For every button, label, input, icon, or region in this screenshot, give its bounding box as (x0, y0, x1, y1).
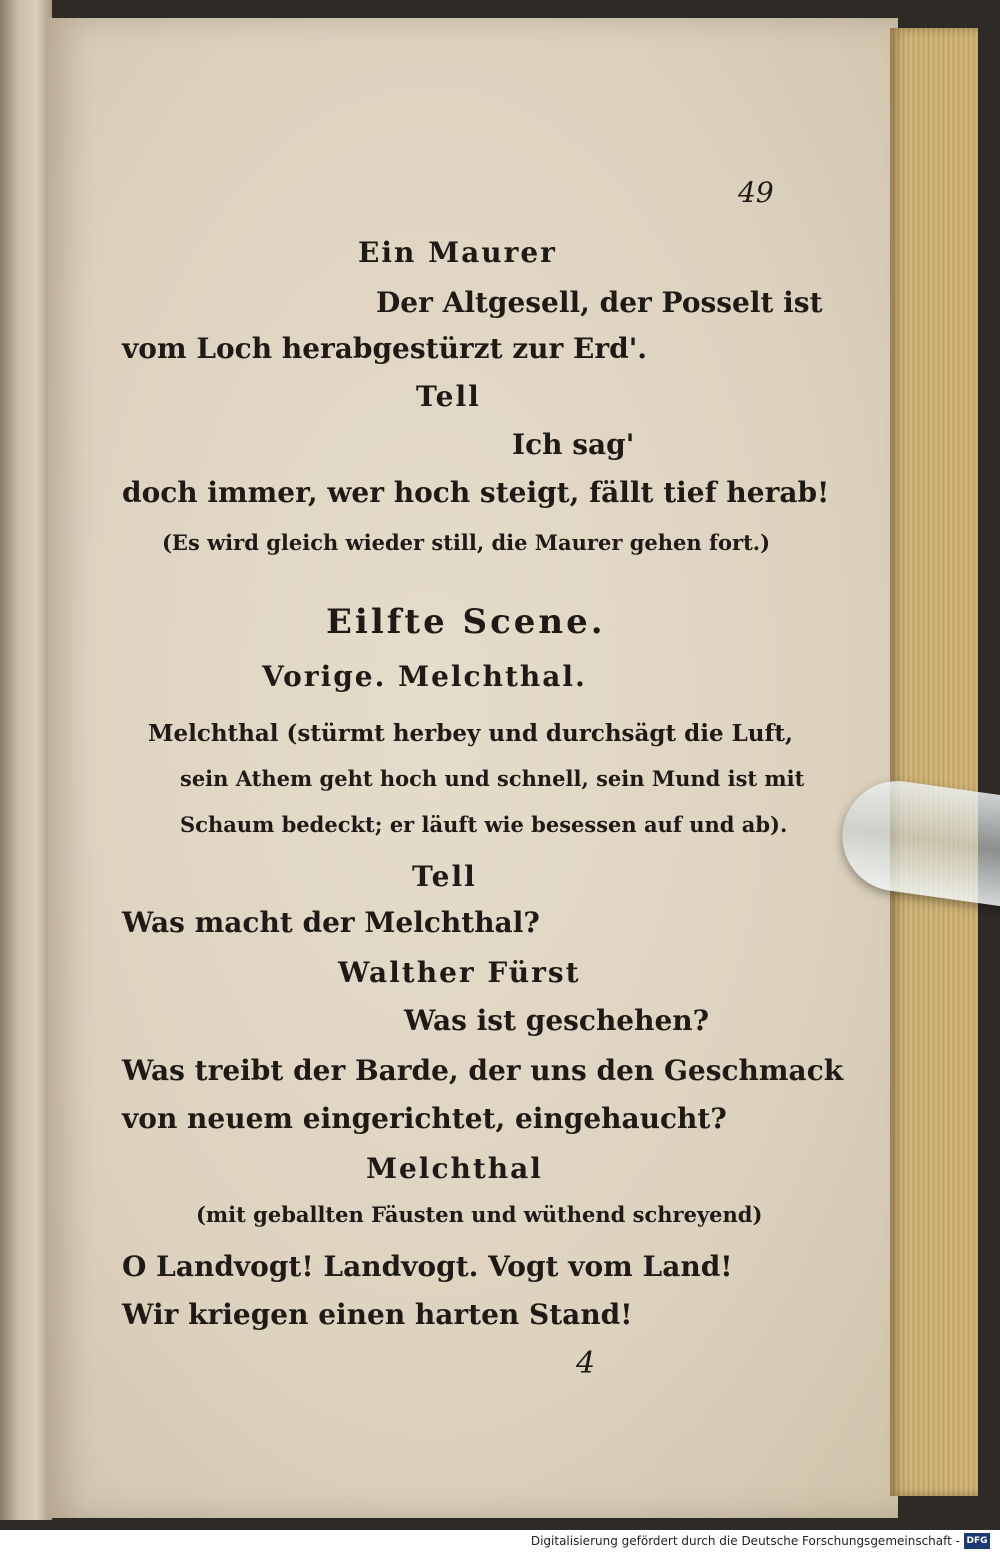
signature-mark: 4 (576, 1346, 596, 1381)
verse-line: Was ist geschehen? (404, 1004, 710, 1037)
speaker-name: Tell (416, 380, 481, 413)
verse-line: von neuem eingerichtet, eingehaucht? (122, 1102, 727, 1135)
verse-line: Was macht der Melchthal? (122, 906, 540, 939)
speaker-name: Walther Fürst (338, 956, 581, 989)
footer-credit: Digitalisierung gefördert durch die Deutsche Forschungsgemeinschaft - (530, 1534, 960, 1548)
scene-heading: Eilfte Scene. (326, 602, 606, 642)
stage-direction: (Es wird gleich wieder still, die Maurer gehen fort.) (162, 530, 771, 555)
verse-line: O Landvogt! Landvogt. Vogt vom Land! (122, 1250, 733, 1283)
speaker-name: Melchthal (366, 1152, 543, 1185)
stage-direction: sein Athem geht hoch und schnell, sein Mund ist mit (180, 766, 805, 791)
dfg-logo-icon: DFG (964, 1533, 990, 1549)
persons-heading: Vorige. Melchthal. (262, 660, 587, 693)
verse-line: Wir kriegen einen harten Stand! (122, 1298, 633, 1331)
stage-direction: Schaum bedeckt; er läuft wie besessen auf und ab). (180, 812, 788, 837)
verse-line: doch immer, wer hoch steigt, fällt tief herab! (122, 476, 830, 509)
verse-line: Ich sag' (512, 428, 635, 461)
page-stack-edge (890, 28, 978, 1496)
page-number: 49 (738, 176, 774, 209)
speaker-name: Tell (412, 860, 477, 893)
footer-bar (0, 1530, 1000, 1553)
stage-direction: (mit geballten Fäusten und wüthend schreyend) (196, 1202, 763, 1227)
verse-line: Der Altgesell, der Posselt ist (376, 286, 823, 319)
facing-page-edge (0, 0, 52, 1520)
verse-line: Was treibt der Barde, der uns den Geschmack (122, 1054, 844, 1087)
speaker-name: Ein Maurer (358, 236, 557, 269)
stage-direction: Melchthal (stürmt herbey und durchsägt die Luft, (148, 720, 793, 747)
verse-line: vom Loch herabgestürzt zur Erd'. (122, 332, 648, 365)
